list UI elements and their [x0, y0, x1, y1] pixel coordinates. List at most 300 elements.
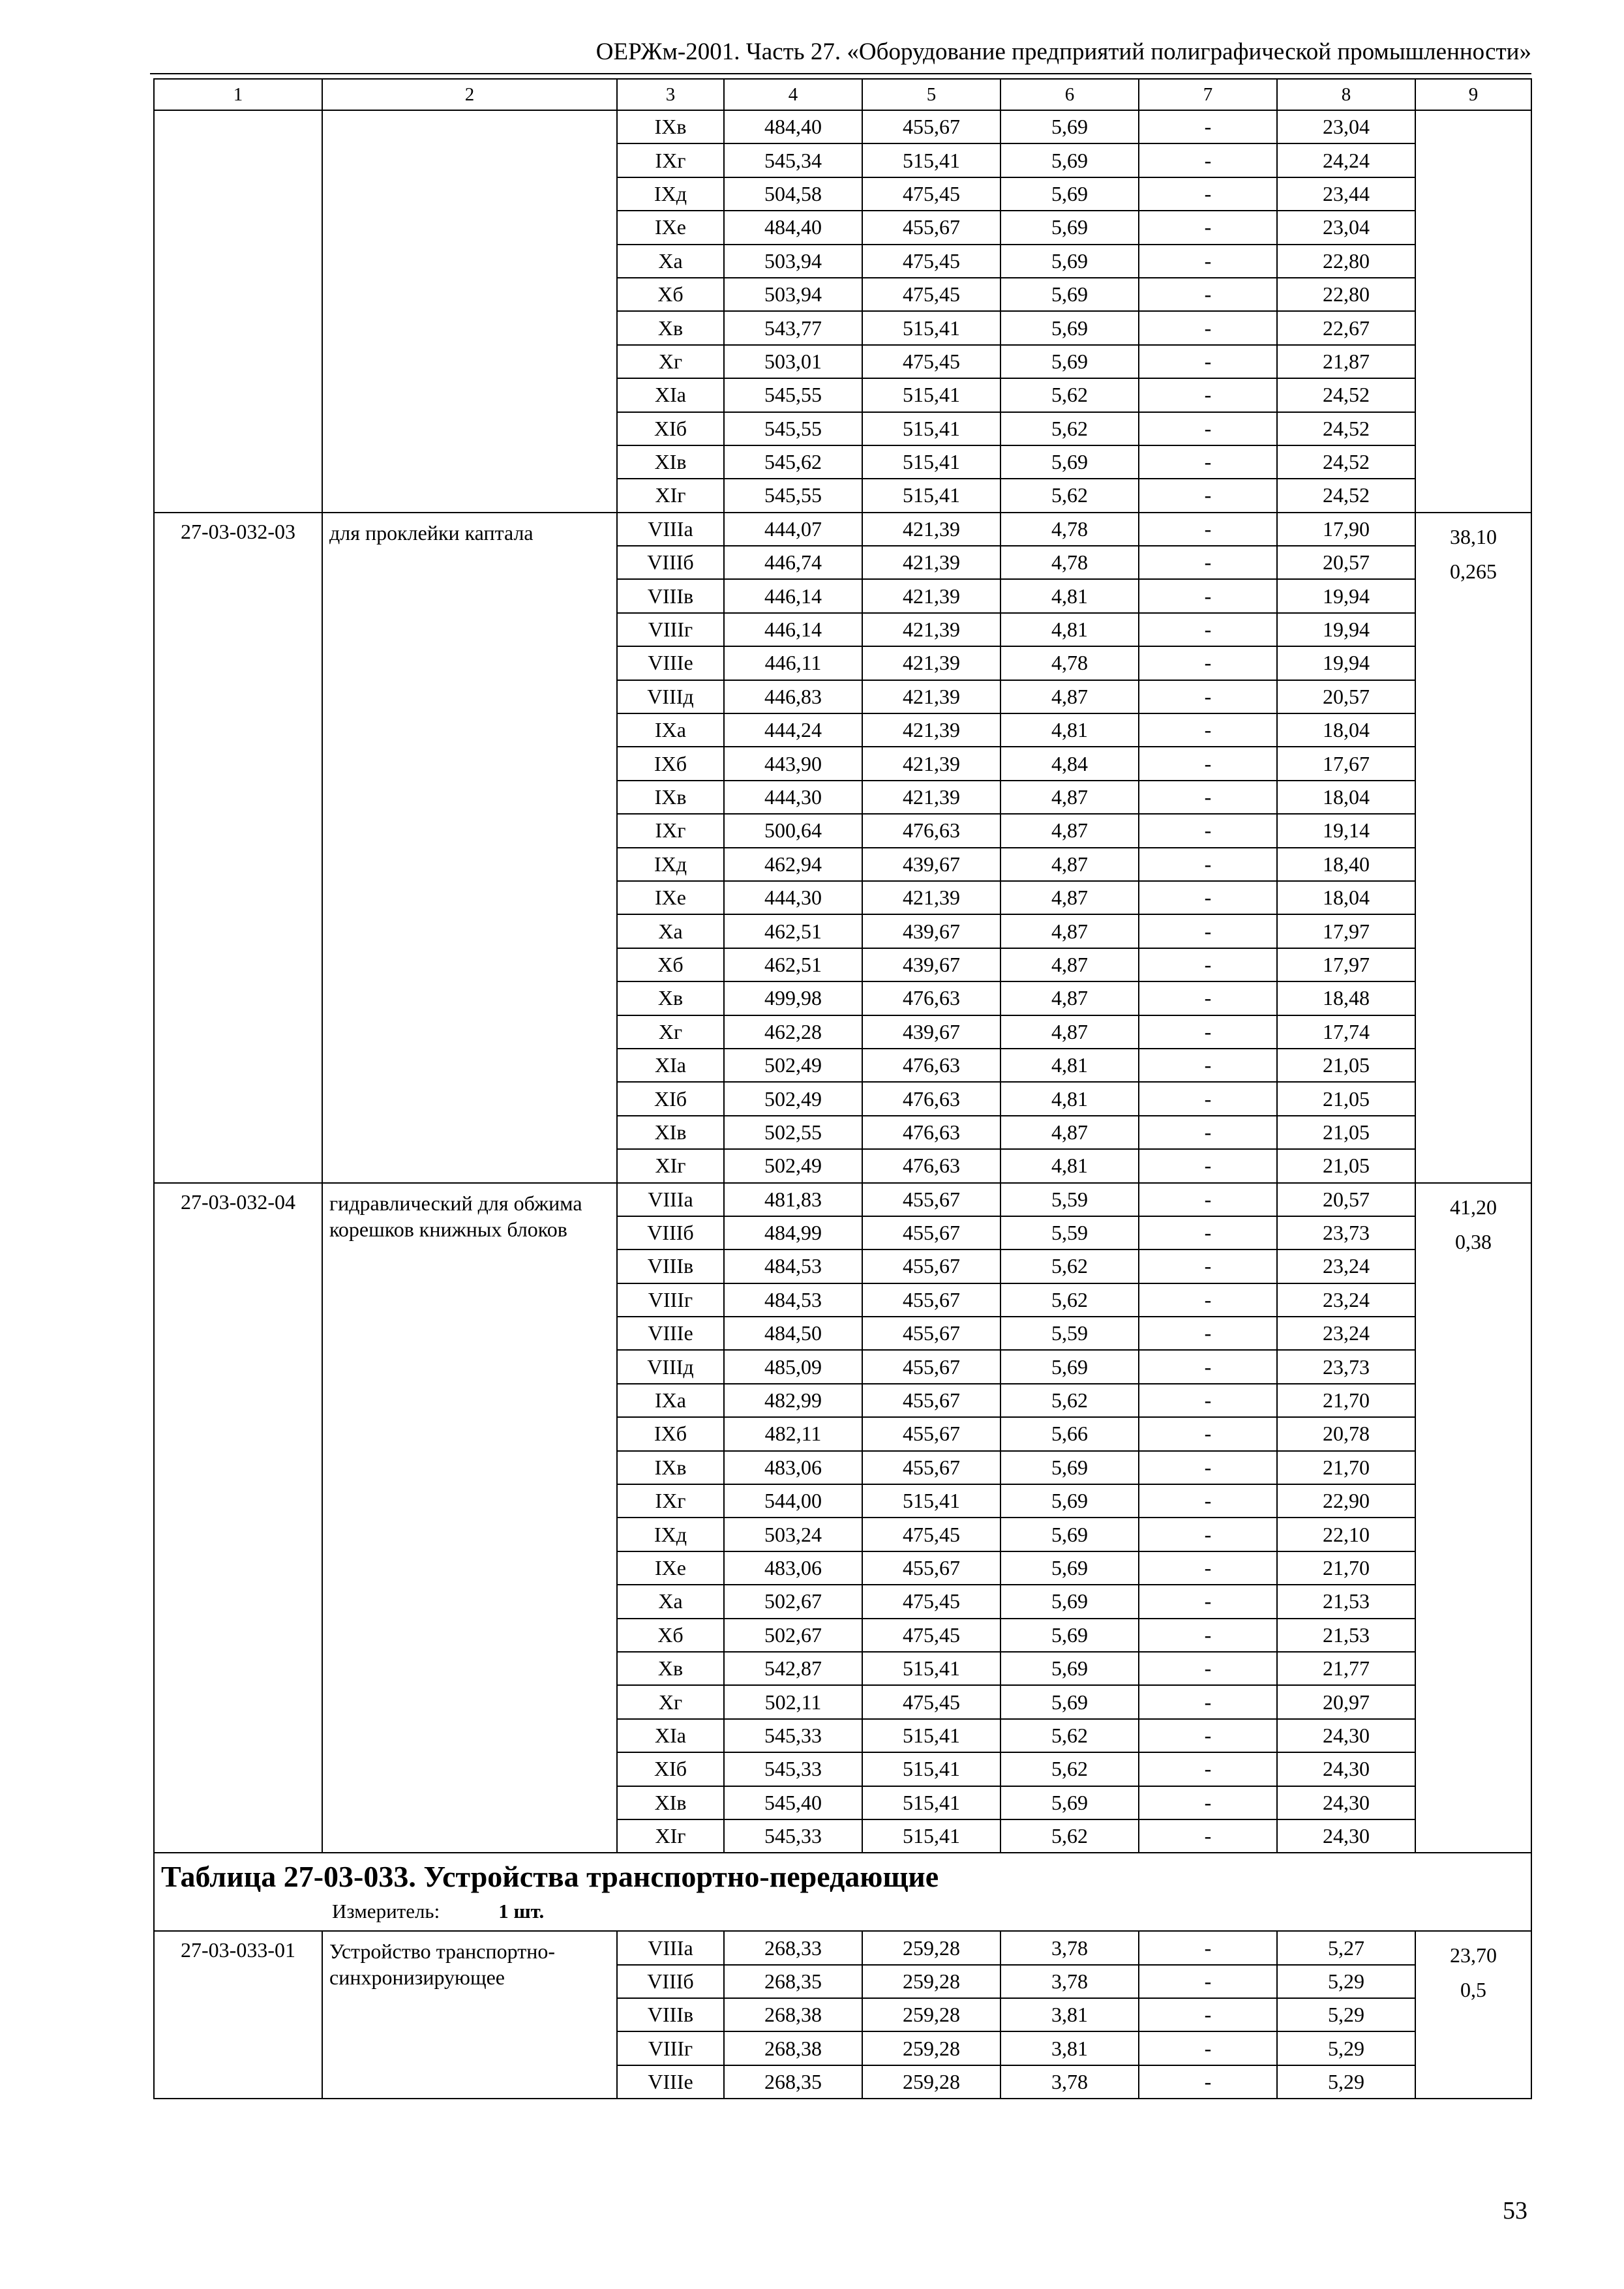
cell-c7: - — [1139, 613, 1277, 646]
cell-c3: Xг — [617, 345, 724, 378]
cell-c7: - — [1139, 981, 1277, 1015]
item-name: для проклейки каптала — [322, 513, 617, 1183]
cell-c5: 455,67 — [862, 1183, 1000, 1216]
cell-c8: 22,80 — [1277, 278, 1415, 311]
cell-c7: - — [1139, 1652, 1277, 1685]
cell-c8: 5,29 — [1277, 1965, 1415, 1998]
column-number: 7 — [1139, 79, 1277, 110]
cell-c3: IXг — [617, 143, 724, 177]
cell-c5: 455,67 — [862, 1216, 1000, 1249]
extra-value-2: 0,38 — [1455, 1229, 1492, 1253]
cell-c7: - — [1139, 177, 1277, 211]
cell-c3: VIIIб — [617, 1965, 724, 1998]
cell-c3: XIб — [617, 1082, 724, 1115]
extra-value-2: 0,5 — [1460, 1978, 1486, 2002]
cell-c7: - — [1139, 1484, 1277, 1518]
cell-c4: 444,24 — [724, 713, 862, 747]
column-number: 9 — [1415, 79, 1531, 110]
cell-c8: 18,04 — [1277, 713, 1415, 747]
cell-c5: 421,39 — [862, 713, 1000, 747]
cell-c5: 515,41 — [862, 412, 1000, 445]
cell-c6: 4,87 — [1000, 881, 1139, 914]
cell-c3: Xа — [617, 1585, 724, 1618]
cell-c7: - — [1139, 1451, 1277, 1484]
cell-c4: 503,94 — [724, 278, 862, 311]
cell-c6: 4,87 — [1000, 848, 1139, 881]
cell-c5: 515,41 — [862, 1719, 1000, 1752]
cell-c4: 503,94 — [724, 245, 862, 278]
cell-c6: 4,78 — [1000, 646, 1139, 680]
column-number: 3 — [617, 79, 724, 110]
cell-c3: IXв — [617, 781, 724, 814]
cell-c8: 20,97 — [1277, 1685, 1415, 1718]
cell-c5: 421,39 — [862, 646, 1000, 680]
cell-c4: 446,83 — [724, 680, 862, 713]
section-heading — [154, 1853, 1531, 1931]
cell-c7: - — [1139, 1719, 1277, 1752]
cell-c8: 24,30 — [1277, 1786, 1415, 1819]
table-row — [154, 1183, 1531, 1216]
cell-c4: 268,38 — [724, 2031, 862, 2065]
cell-c6: 5,69 — [1000, 311, 1139, 344]
cell-c5: 515,41 — [862, 479, 1000, 512]
cell-c4: 545,40 — [724, 1786, 862, 1819]
cell-c5: 475,45 — [862, 278, 1000, 311]
cell-c5: 515,41 — [862, 1819, 1000, 1853]
cell-c7: - — [1139, 1518, 1277, 1551]
cell-c7: - — [1139, 2065, 1277, 2099]
cell-c8: 5,27 — [1277, 1931, 1415, 1964]
cell-c6: 4,81 — [1000, 1149, 1139, 1182]
cell-c5: 476,63 — [862, 1149, 1000, 1182]
cell-c7: - — [1139, 1317, 1277, 1350]
cell-c6: 5,69 — [1000, 1585, 1139, 1618]
extra-value-1: 23,70 — [1450, 1943, 1497, 1967]
cell-c5: 455,67 — [862, 1350, 1000, 1383]
cell-c6: 5,62 — [1000, 1249, 1139, 1283]
cell-c6: 3,81 — [1000, 2031, 1139, 2065]
cell-c3: VIIIв — [617, 579, 724, 612]
cell-c5: 476,63 — [862, 1049, 1000, 1082]
cell-c8: 21,87 — [1277, 345, 1415, 378]
cell-c3: Xб — [617, 948, 724, 981]
cell-c7: - — [1139, 110, 1277, 143]
cell-c4: 545,55 — [724, 378, 862, 411]
cell-c7: - — [1139, 848, 1277, 881]
cell-c8: 23,04 — [1277, 110, 1415, 143]
cell-c7: - — [1139, 747, 1277, 780]
column-number: 1 — [154, 79, 322, 110]
item-extra — [1415, 513, 1531, 1183]
cell-c5: 421,39 — [862, 747, 1000, 780]
cell-c8: 22,90 — [1277, 1484, 1415, 1518]
cell-c8: 24,52 — [1277, 445, 1415, 479]
cell-c6: 4,81 — [1000, 613, 1139, 646]
cell-c7: - — [1139, 1350, 1277, 1383]
cell-c3: IXг — [617, 814, 724, 847]
cell-c8: 19,94 — [1277, 579, 1415, 612]
code-cell-empty — [154, 110, 322, 513]
cell-c3: VIIIа — [617, 1931, 724, 1964]
cell-c4: 444,30 — [724, 781, 862, 814]
cell-c6: 5,69 — [1000, 1551, 1139, 1585]
cell-c7: - — [1139, 1931, 1277, 1964]
cell-c4: 484,50 — [724, 1317, 862, 1350]
name-cell-empty — [322, 110, 617, 513]
cell-c4: 462,51 — [724, 948, 862, 981]
cell-c5: 515,41 — [862, 311, 1000, 344]
cell-c5: 455,67 — [862, 1249, 1000, 1283]
cell-c7: - — [1139, 546, 1277, 579]
cell-c3: XIа — [617, 1049, 724, 1082]
cell-c8: 17,97 — [1277, 948, 1415, 981]
cell-c3: XIг — [617, 479, 724, 512]
header-divider — [150, 73, 1531, 74]
measure-value: 1 шт. — [498, 1900, 545, 1923]
cell-c8: 21,70 — [1277, 1451, 1415, 1484]
cell-c5: 421,39 — [862, 546, 1000, 579]
cell-c3: Xа — [617, 914, 724, 948]
cell-c7: - — [1139, 311, 1277, 344]
cell-c6: 5,69 — [1000, 1451, 1139, 1484]
cell-c7: - — [1139, 1015, 1277, 1049]
cell-c4: 545,55 — [724, 412, 862, 445]
cell-c5: 259,28 — [862, 2031, 1000, 2065]
cell-c3: IXв — [617, 1451, 724, 1484]
cell-c5: 259,28 — [862, 2065, 1000, 2099]
cell-c7: - — [1139, 1786, 1277, 1819]
cell-c7: - — [1139, 881, 1277, 914]
cell-c6: 4,81 — [1000, 1082, 1139, 1115]
cell-c8: 22,10 — [1277, 1518, 1415, 1551]
cell-c3: VIIIе — [617, 1317, 724, 1350]
cell-c4: 268,33 — [724, 1931, 862, 1964]
cell-c8: 24,24 — [1277, 143, 1415, 177]
cell-c7: - — [1139, 479, 1277, 512]
cell-c7: - — [1139, 278, 1277, 311]
column-number: 4 — [724, 79, 862, 110]
table-row — [154, 513, 1531, 546]
cell-c4: 446,74 — [724, 546, 862, 579]
cell-c4: 484,99 — [724, 1216, 862, 1249]
page-header-title: ОЕРЖм-2001. Часть 27. «Оборудование предприятий полиграфической промышленности» — [595, 38, 1531, 65]
cell-c8: 21,53 — [1277, 1619, 1415, 1652]
cell-c6: 5,66 — [1000, 1417, 1139, 1450]
cell-c5: 259,28 — [862, 1965, 1000, 1998]
cell-c6: 5,69 — [1000, 1786, 1139, 1819]
cell-c8: 20,57 — [1277, 546, 1415, 579]
cell-c7: - — [1139, 1965, 1277, 1998]
cell-c3: Xг — [617, 1015, 724, 1049]
cell-c5: 439,67 — [862, 1015, 1000, 1049]
cell-c6: 5,69 — [1000, 1619, 1139, 1652]
cell-c5: 515,41 — [862, 1484, 1000, 1518]
table-row — [154, 1853, 1531, 1931]
extra-value-2: 0,265 — [1450, 559, 1497, 583]
cell-c5: 515,41 — [862, 445, 1000, 479]
cell-c5: 475,45 — [862, 1685, 1000, 1718]
cell-c3: Xа — [617, 245, 724, 278]
cell-c4: 444,07 — [724, 513, 862, 546]
cell-c8: 24,52 — [1277, 479, 1415, 512]
cell-c8: 22,80 — [1277, 245, 1415, 278]
cell-c3: IXе — [617, 881, 724, 914]
cell-c8: 20,57 — [1277, 680, 1415, 713]
cell-c3: IXд — [617, 848, 724, 881]
cell-c3: IXб — [617, 1417, 724, 1450]
cell-c6: 5,62 — [1000, 412, 1139, 445]
cell-c5: 259,28 — [862, 1998, 1000, 2031]
cell-c4: 268,35 — [724, 2065, 862, 2099]
cell-c8: 21,05 — [1277, 1149, 1415, 1182]
cell-c4: 482,99 — [724, 1384, 862, 1417]
cell-c3: VIIIв — [617, 1249, 724, 1283]
table-row — [154, 110, 1531, 143]
cell-c5: 439,67 — [862, 948, 1000, 981]
measure-label: Измеритель: — [332, 1900, 440, 1923]
cell-c6: 5,62 — [1000, 1819, 1139, 1853]
cell-c8: 24,52 — [1277, 378, 1415, 411]
cell-c7: - — [1139, 1585, 1277, 1618]
cell-c4: 545,33 — [724, 1819, 862, 1853]
cell-c3: IXа — [617, 1384, 724, 1417]
cell-c7: - — [1139, 579, 1277, 612]
cell-c8: 23,24 — [1277, 1283, 1415, 1317]
cell-c3: IXд — [617, 177, 724, 211]
cell-c6: 5,62 — [1000, 479, 1139, 512]
cell-c6: 5,69 — [1000, 110, 1139, 143]
cell-c3: XIб — [617, 412, 724, 445]
cell-c7: - — [1139, 378, 1277, 411]
cell-c5: 455,67 — [862, 1317, 1000, 1350]
cell-c7: - — [1139, 2031, 1277, 2065]
cell-c8: 18,48 — [1277, 981, 1415, 1015]
cell-c6: 5,69 — [1000, 1652, 1139, 1685]
cell-c8: 24,30 — [1277, 1752, 1415, 1786]
cell-c8: 17,67 — [1277, 747, 1415, 780]
cell-c7: - — [1139, 1752, 1277, 1786]
cell-c5: 421,39 — [862, 613, 1000, 646]
cell-c7: - — [1139, 1819, 1277, 1853]
cell-c4: 502,49 — [724, 1149, 862, 1182]
cell-c3: IXв — [617, 110, 724, 143]
cell-c7: - — [1139, 445, 1277, 479]
cell-c3: IXе — [617, 211, 724, 244]
cell-c6: 5,62 — [1000, 1719, 1139, 1752]
cell-c7: - — [1139, 1049, 1277, 1082]
cell-c4: 545,55 — [724, 479, 862, 512]
cell-c7: - — [1139, 948, 1277, 981]
column-number: 2 — [322, 79, 617, 110]
cell-c7: - — [1139, 245, 1277, 278]
cell-c6: 4,87 — [1000, 914, 1139, 948]
page-number: 53 — [1503, 2197, 1527, 2224]
cell-c7: - — [1139, 914, 1277, 948]
cell-c7: - — [1139, 781, 1277, 814]
cell-c5: 515,41 — [862, 378, 1000, 411]
cell-c6: 4,87 — [1000, 680, 1139, 713]
extra-value-1: 38,10 — [1450, 524, 1497, 548]
cell-c5: 439,67 — [862, 848, 1000, 881]
cell-c5: 515,41 — [862, 1752, 1000, 1786]
cell-c3: VIIIг — [617, 2031, 724, 2065]
cell-c3: VIIIб — [617, 546, 724, 579]
cell-c5: 475,45 — [862, 1518, 1000, 1551]
cell-c6: 4,87 — [1000, 781, 1139, 814]
cell-c3: Xв — [617, 311, 724, 344]
cell-c7: - — [1139, 1216, 1277, 1249]
cell-c8: 20,78 — [1277, 1417, 1415, 1450]
item-code: 27-03-033-01 — [154, 1931, 322, 2099]
cell-c7: - — [1139, 1619, 1277, 1652]
cell-c4: 483,06 — [724, 1451, 862, 1484]
cell-c8: 23,44 — [1277, 177, 1415, 211]
cell-c3: Xв — [617, 981, 724, 1015]
cell-c7: - — [1139, 211, 1277, 244]
cell-c5: 455,67 — [862, 1451, 1000, 1484]
cell-c3: Xб — [617, 1619, 724, 1652]
cell-c3: VIIIд — [617, 680, 724, 713]
cell-c8: 23,04 — [1277, 211, 1415, 244]
cell-c3: VIIIв — [617, 1998, 724, 2031]
cell-c7: - — [1139, 1998, 1277, 2031]
cell-c8: 21,05 — [1277, 1082, 1415, 1115]
cell-c8: 17,74 — [1277, 1015, 1415, 1049]
cell-c8: 5,29 — [1277, 2065, 1415, 2099]
cell-c4: 446,14 — [724, 579, 862, 612]
cell-c3: XIг — [617, 1819, 724, 1853]
cell-c5: 475,45 — [862, 1585, 1000, 1618]
cell-c5: 515,41 — [862, 1652, 1000, 1685]
cell-c4: 502,55 — [724, 1116, 862, 1149]
cell-c5: 439,67 — [862, 914, 1000, 948]
cell-c6: 4,84 — [1000, 747, 1139, 780]
cell-c3: Xг — [617, 1685, 724, 1718]
cell-c6: 3,81 — [1000, 1998, 1139, 2031]
cell-c7: - — [1139, 646, 1277, 680]
cell-c3: IXб — [617, 747, 724, 780]
cell-c3: XIа — [617, 1719, 724, 1752]
cell-c8: 23,24 — [1277, 1317, 1415, 1350]
cell-c8: 24,52 — [1277, 412, 1415, 445]
cell-c4: 545,33 — [724, 1752, 862, 1786]
cell-c3: XIг — [617, 1149, 724, 1182]
cell-c3: VIIIд — [617, 1350, 724, 1383]
cell-c7: - — [1139, 1183, 1277, 1216]
cell-c8: 18,04 — [1277, 781, 1415, 814]
cell-c5: 455,67 — [862, 1417, 1000, 1450]
cell-c7: - — [1139, 412, 1277, 445]
cell-c8: 21,05 — [1277, 1049, 1415, 1082]
cell-c4: 481,83 — [724, 1183, 862, 1216]
cell-c7: - — [1139, 1116, 1277, 1149]
cell-c5: 475,45 — [862, 245, 1000, 278]
cell-c4: 446,14 — [724, 613, 862, 646]
cell-c7: - — [1139, 1249, 1277, 1283]
cell-c5: 455,67 — [862, 211, 1000, 244]
cell-c6: 5,62 — [1000, 1283, 1139, 1317]
cell-c8: 21,70 — [1277, 1551, 1415, 1585]
cell-c6: 5,69 — [1000, 1518, 1139, 1551]
cell-c8: 5,29 — [1277, 2031, 1415, 2065]
cell-c8: 23,73 — [1277, 1216, 1415, 1249]
cell-c4: 482,11 — [724, 1417, 862, 1450]
extra-cell-empty — [1415, 110, 1531, 513]
cell-c5: 475,45 — [862, 177, 1000, 211]
cell-c4: 462,51 — [724, 914, 862, 948]
cell-c8: 5,29 — [1277, 1998, 1415, 2031]
cell-c7: - — [1139, 1384, 1277, 1417]
cell-c5: 421,39 — [862, 881, 1000, 914]
column-number: 5 — [862, 79, 1000, 110]
cell-c6: 5,69 — [1000, 245, 1139, 278]
cell-c6: 3,78 — [1000, 2065, 1139, 2099]
cell-c5: 259,28 — [862, 1931, 1000, 1964]
cell-c8: 17,90 — [1277, 513, 1415, 546]
cell-c4: 502,67 — [724, 1585, 862, 1618]
cell-c3: XIв — [617, 445, 724, 479]
cell-c5: 455,67 — [862, 1384, 1000, 1417]
cell-c4: 444,30 — [724, 881, 862, 914]
cell-c5: 475,45 — [862, 1619, 1000, 1652]
cell-c6: 5,59 — [1000, 1183, 1139, 1216]
cell-c4: 503,24 — [724, 1518, 862, 1551]
cell-c4: 462,28 — [724, 1015, 862, 1049]
cell-c4: 544,00 — [724, 1484, 862, 1518]
item-code: 27-03-032-03 — [154, 513, 322, 1183]
cell-c6: 4,78 — [1000, 546, 1139, 579]
cell-c7: - — [1139, 1283, 1277, 1317]
cell-c5: 476,63 — [862, 1082, 1000, 1115]
cell-c3: XIа — [617, 378, 724, 411]
item-name: Устройство транспортно-синхронизирующее — [322, 1931, 617, 2099]
cell-c7: - — [1139, 1685, 1277, 1718]
cell-c3: VIIIг — [617, 1283, 724, 1317]
column-number: 8 — [1277, 79, 1415, 110]
cell-c5: 455,67 — [862, 1551, 1000, 1585]
table-body — [154, 79, 1531, 2099]
cell-c6: 5,69 — [1000, 1685, 1139, 1718]
cell-c4: 545,34 — [724, 143, 862, 177]
cell-c6: 4,87 — [1000, 814, 1139, 847]
cell-c8: 21,05 — [1277, 1116, 1415, 1149]
cell-c6: 5,69 — [1000, 278, 1139, 311]
cell-c3: IXд — [617, 1518, 724, 1551]
cell-c6: 4,87 — [1000, 1116, 1139, 1149]
cell-c6: 5,69 — [1000, 177, 1139, 211]
cell-c3: XIб — [617, 1752, 724, 1786]
cell-c6: 5,62 — [1000, 1384, 1139, 1417]
cell-c4: 545,62 — [724, 445, 862, 479]
cell-c3: XIв — [617, 1786, 724, 1819]
cell-c7: - — [1139, 814, 1277, 847]
cell-c4: 485,09 — [724, 1350, 862, 1383]
cell-c8: 23,24 — [1277, 1249, 1415, 1283]
cell-c7: - — [1139, 713, 1277, 747]
cell-c3: VIIIа — [617, 513, 724, 546]
cell-c4: 443,90 — [724, 747, 862, 780]
cell-c6: 5,62 — [1000, 1752, 1139, 1786]
column-number-row — [154, 79, 1531, 110]
cell-c4: 484,53 — [724, 1283, 862, 1317]
cell-c7: - — [1139, 345, 1277, 378]
cell-c4: 484,40 — [724, 211, 862, 244]
cell-c5: 455,67 — [862, 110, 1000, 143]
cell-c4: 545,33 — [724, 1719, 862, 1752]
cell-c8: 18,40 — [1277, 848, 1415, 881]
cell-c6: 5,69 — [1000, 1350, 1139, 1383]
cell-c3: VIIIб — [617, 1216, 724, 1249]
